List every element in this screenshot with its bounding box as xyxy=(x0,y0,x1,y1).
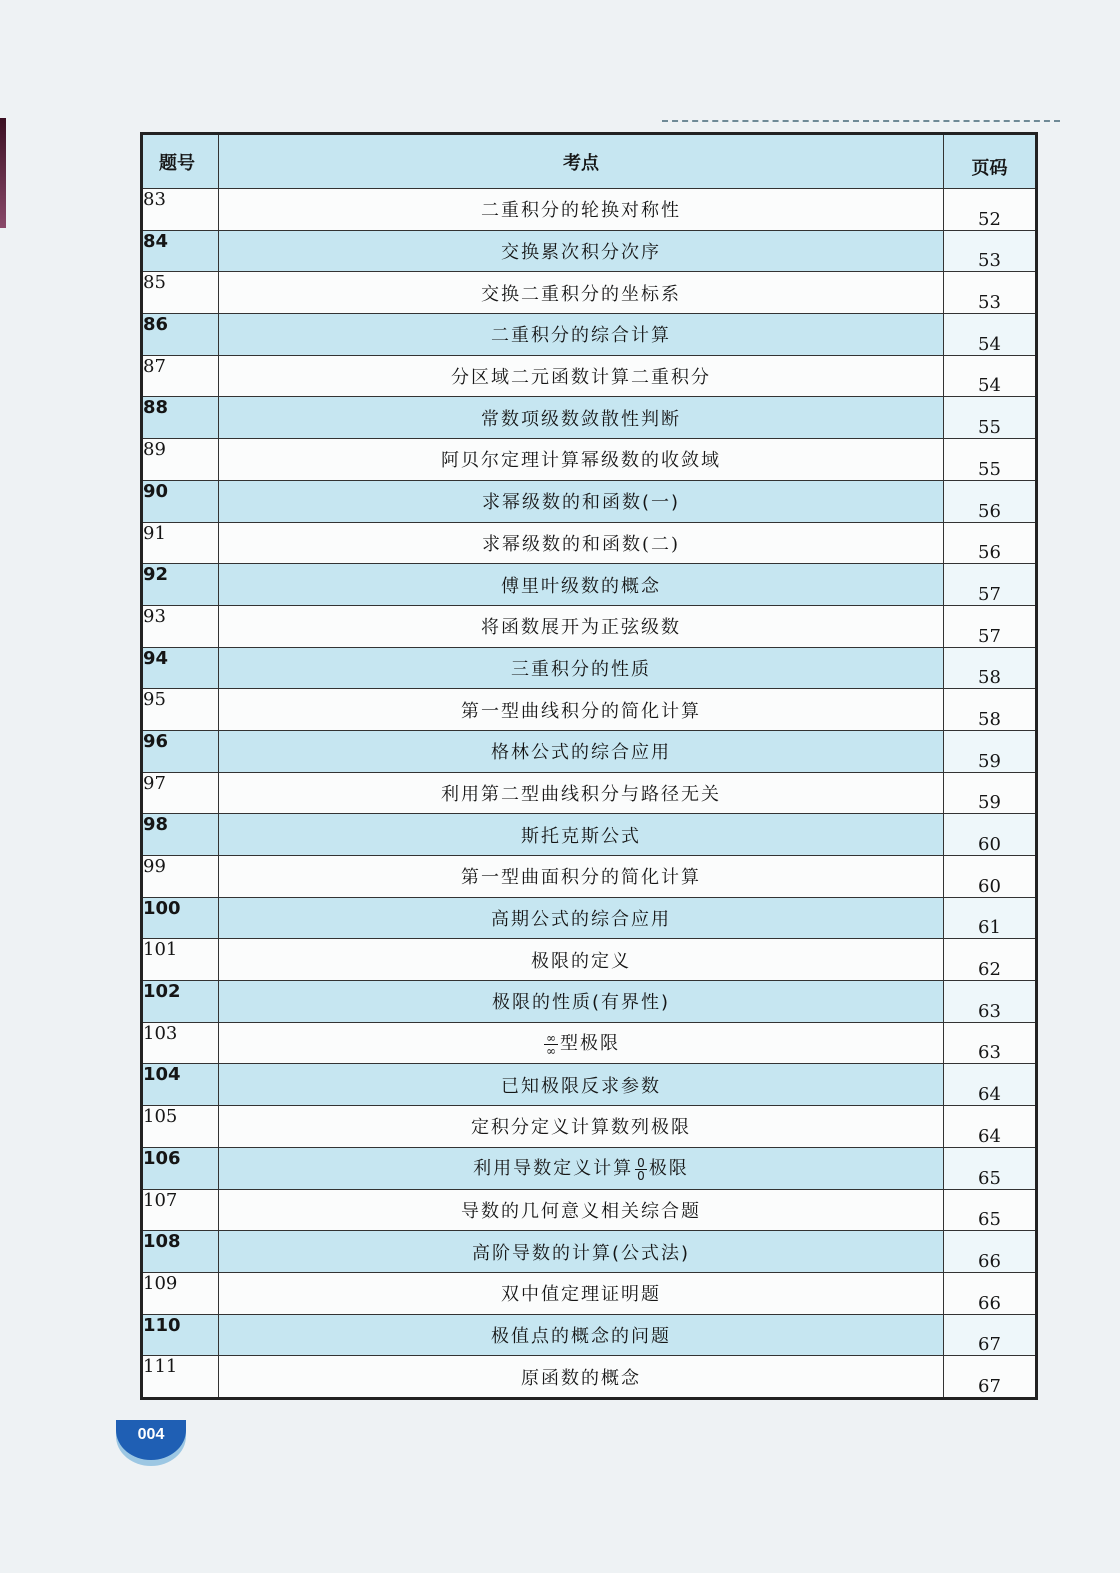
question-number: 93 xyxy=(142,605,219,647)
fraction xyxy=(544,1032,558,1057)
question-number: 111 xyxy=(142,1356,219,1399)
table-row xyxy=(142,1356,1037,1399)
question-number: 98 xyxy=(142,814,219,856)
topic-title: 双中值定理证明题 xyxy=(219,1272,944,1314)
topic-title: 已知极限反求参数 xyxy=(219,1064,944,1106)
table-row xyxy=(142,939,1037,981)
topic-title: 常数项级数敛散性判断 xyxy=(219,397,944,439)
question-number: 94 xyxy=(142,647,219,689)
page-number: 004 xyxy=(137,1426,165,1443)
topic-title: 傅里叶级数的概念 xyxy=(219,564,944,606)
header-question-number: 题号 xyxy=(142,134,219,189)
page-ref: 65 xyxy=(944,1147,1037,1189)
topic-title: 原函数的概念 xyxy=(219,1356,944,1399)
table-row xyxy=(142,189,1037,231)
table-row xyxy=(142,1231,1037,1273)
question-number: 95 xyxy=(142,689,219,731)
question-number: 96 xyxy=(142,730,219,772)
table-row xyxy=(142,480,1037,522)
fraction-numerator: ∞ xyxy=(546,1030,556,1045)
page-ref: 59 xyxy=(944,730,1037,772)
fraction xyxy=(635,1157,647,1182)
topic-title: 高阶导数的计算(公式法) xyxy=(219,1231,944,1273)
question-number: 97 xyxy=(142,772,219,814)
page-ref: 67 xyxy=(944,1356,1037,1399)
table-row xyxy=(142,230,1037,272)
table-row xyxy=(142,1147,1037,1189)
question-number: 92 xyxy=(142,564,219,606)
toc-table xyxy=(140,132,1038,1400)
topic-title: 求幂级数的和函数(二) xyxy=(219,522,944,564)
page-ref: 60 xyxy=(944,814,1037,856)
page-ref: 62 xyxy=(944,939,1037,981)
table-row xyxy=(142,897,1037,939)
topic-title: 三重积分的性质 xyxy=(219,647,944,689)
topic-text-before: 利用导数定义计算 xyxy=(473,1158,634,1180)
question-number: 103 xyxy=(142,1022,219,1064)
fraction-denominator: 0 xyxy=(637,1168,645,1183)
table-row xyxy=(142,814,1037,856)
table-row xyxy=(142,1272,1037,1314)
question-number: 104 xyxy=(142,1064,219,1106)
topic-text-after: 极限 xyxy=(648,1158,689,1180)
question-number: 107 xyxy=(142,1189,219,1231)
page-ref: 56 xyxy=(944,480,1037,522)
question-number: 105 xyxy=(142,1106,219,1148)
topic-title: 斯托克斯公式 xyxy=(219,814,944,856)
table-row xyxy=(142,355,1037,397)
question-number: 108 xyxy=(142,1231,219,1273)
question-number: 91 xyxy=(142,522,219,564)
question-number: 99 xyxy=(142,856,219,898)
topic-title: 导数的几何意义相关综合题 xyxy=(219,1189,944,1231)
topic-title: 高期公式的综合应用 xyxy=(219,897,944,939)
page-ref: 65 xyxy=(944,1189,1037,1231)
topic-title: 求幂级数的和函数(一) xyxy=(219,480,944,522)
question-number: 83 xyxy=(142,189,219,231)
topic-title: 第一型曲线积分的简化计算 xyxy=(219,689,944,731)
topic-title xyxy=(219,1022,944,1064)
fraction-numerator: 0 xyxy=(637,1155,645,1170)
topic-title: 交换二重积分的坐标系 xyxy=(219,272,944,314)
page-ref: 66 xyxy=(944,1272,1037,1314)
topic-title: 极限的性质(有界性) xyxy=(219,981,944,1023)
table-row xyxy=(142,772,1037,814)
page-ref: 59 xyxy=(944,772,1037,814)
table-row xyxy=(142,647,1037,689)
page-ref: 58 xyxy=(944,689,1037,731)
question-number: 84 xyxy=(142,230,219,272)
table-row xyxy=(142,522,1037,564)
question-number: 100 xyxy=(142,897,219,939)
question-number: 88 xyxy=(142,397,219,439)
page-ref: 58 xyxy=(944,647,1037,689)
topic-title: 二重积分的综合计算 xyxy=(219,314,944,356)
table-row xyxy=(142,1022,1037,1064)
fraction-denominator: ∞ xyxy=(546,1043,556,1058)
page-ref: 57 xyxy=(944,605,1037,647)
page-ref: 55 xyxy=(944,439,1037,481)
topic-title: 利用第二型曲线积分与路径无关 xyxy=(219,772,944,814)
table-row xyxy=(142,856,1037,898)
page-ref: 57 xyxy=(944,564,1037,606)
table-row xyxy=(142,689,1037,731)
table-row xyxy=(142,1189,1037,1231)
topic-title: 将函数展开为正弦级数 xyxy=(219,605,944,647)
page-ref: 67 xyxy=(944,1314,1037,1356)
question-number: 101 xyxy=(142,939,219,981)
page-ref: 55 xyxy=(944,397,1037,439)
table-row xyxy=(142,605,1037,647)
question-number: 87 xyxy=(142,355,219,397)
topic-title xyxy=(219,1147,944,1189)
table-row xyxy=(142,1314,1037,1356)
page-ref: 64 xyxy=(944,1064,1037,1106)
table-row xyxy=(142,564,1037,606)
page-ref: 54 xyxy=(944,314,1037,356)
toc-body xyxy=(142,189,1037,1399)
question-number: 109 xyxy=(142,1272,219,1314)
question-number: 102 xyxy=(142,981,219,1023)
question-number: 90 xyxy=(142,480,219,522)
page-number-badge xyxy=(116,1420,186,1460)
topic-title: 定积分定义计算数列极限 xyxy=(219,1106,944,1148)
page-ref: 61 xyxy=(944,897,1037,939)
topic-text-after: 型极限 xyxy=(560,1033,620,1055)
header-page: 页码 xyxy=(944,134,1037,189)
page-ref: 63 xyxy=(944,981,1037,1023)
page-ref: 56 xyxy=(944,522,1037,564)
topic-title: 格林公式的综合应用 xyxy=(219,730,944,772)
page-edge-strip xyxy=(0,118,6,228)
page-ref: 54 xyxy=(944,355,1037,397)
table-row xyxy=(142,1064,1037,1106)
page-ref: 66 xyxy=(944,1231,1037,1273)
page-ref: 53 xyxy=(944,230,1037,272)
table-row xyxy=(142,439,1037,481)
table-header-row xyxy=(142,134,1037,189)
toc-page xyxy=(140,132,1035,1400)
table-row xyxy=(142,272,1037,314)
question-number: 106 xyxy=(142,1147,219,1189)
page-ref: 52 xyxy=(944,189,1037,231)
page-ref: 60 xyxy=(944,856,1037,898)
table-row xyxy=(142,1106,1037,1148)
topic-title: 阿贝尔定理计算幂级数的收敛域 xyxy=(219,439,944,481)
page-ref: 64 xyxy=(944,1106,1037,1148)
page-ref: 53 xyxy=(944,272,1037,314)
table-row xyxy=(142,397,1037,439)
table-row xyxy=(142,981,1037,1023)
topic-title: 分区域二元函数计算二重积分 xyxy=(219,355,944,397)
question-number: 86 xyxy=(142,314,219,356)
question-number: 110 xyxy=(142,1314,219,1356)
page-ref: 63 xyxy=(944,1022,1037,1064)
header-dashed-rule xyxy=(662,120,1060,122)
table-row xyxy=(142,314,1037,356)
question-number: 85 xyxy=(142,272,219,314)
table-row xyxy=(142,730,1037,772)
topic-title: 交换累次积分次序 xyxy=(219,230,944,272)
topic-title: 二重积分的轮换对称性 xyxy=(219,189,944,231)
topic-title: 第一型曲面积分的简化计算 xyxy=(219,856,944,898)
topic-title: 极值点的概念的问题 xyxy=(219,1314,944,1356)
question-number: 89 xyxy=(142,439,219,481)
header-topic: 考点 xyxy=(219,134,944,189)
topic-title: 极限的定义 xyxy=(219,939,944,981)
